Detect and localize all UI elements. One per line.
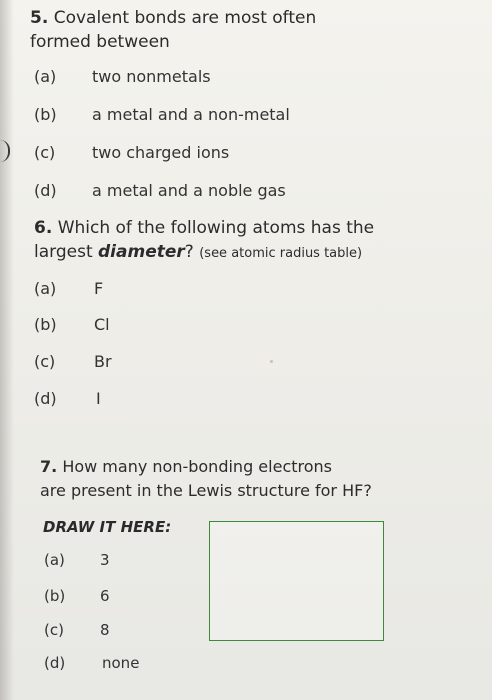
question-6-text-line1: Which of the following atoms has the	[57, 218, 375, 238]
option-text: none	[102, 654, 140, 672]
question-5-option-a[interactable]	[34, 67, 211, 86]
question-5-title	[30, 6, 316, 54]
question-6-option-b[interactable]	[34, 315, 110, 334]
paper-smudge	[270, 360, 273, 363]
drawing-box[interactable]	[209, 521, 384, 641]
option-letter: (b)	[34, 105, 57, 124]
option-text: a metal and a non-metal	[92, 105, 290, 124]
option-letter: (c)	[34, 143, 56, 162]
option-text: two charged ions	[92, 143, 230, 162]
question-6-option-d[interactable]	[34, 389, 101, 408]
question-6-option-a[interactable]	[34, 279, 104, 298]
option-letter: (d)	[34, 181, 57, 200]
page-shadow	[0, 0, 14, 700]
option-text: a metal and a noble gas	[92, 181, 286, 200]
question-7-option-d[interactable]	[44, 654, 140, 672]
option-text: Br	[94, 352, 112, 371]
question-7-text-line2: are present in the Lewis structure for HF?	[40, 481, 372, 500]
option-text: 6	[100, 587, 110, 605]
option-letter: (c)	[44, 621, 64, 639]
question-7-text-line1: How many non-bonding electrons	[62, 457, 332, 476]
option-text: F	[94, 279, 104, 298]
option-text: 8	[100, 621, 110, 639]
option-letter: (c)	[34, 352, 56, 371]
option-letter: (a)	[44, 551, 65, 569]
option-letter: (b)	[44, 587, 66, 605]
question-6-qmark: ?	[184, 242, 194, 262]
question-5-text-line2: formed between	[30, 32, 170, 52]
question-6-bold-word: diameter	[98, 242, 185, 262]
draw-it-here-label: DRAW IT HERE:	[43, 518, 172, 536]
question-6-number: 6.	[34, 218, 53, 238]
question-5-text-line1: Covalent bonds are most often	[53, 8, 317, 28]
question-7-option-a[interactable]	[44, 551, 110, 569]
option-letter: (d)	[44, 654, 66, 672]
question-6-option-c[interactable]	[34, 352, 112, 371]
option-letter: (a)	[34, 67, 57, 86]
question-7-title	[40, 455, 372, 503]
option-text: Cl	[94, 315, 110, 334]
question-5-option-c[interactable]	[34, 143, 230, 162]
question-7-option-c[interactable]	[44, 621, 110, 639]
option-letter: (a)	[34, 279, 57, 298]
question-6-hint: (see atomic radius table)	[199, 246, 363, 261]
option-letter: (b)	[34, 315, 57, 334]
option-letter: (d)	[34, 389, 57, 408]
option-text: I	[96, 389, 101, 408]
question-5-option-b[interactable]	[34, 105, 290, 124]
question-7-number: 7.	[40, 457, 58, 476]
question-6-text-line2-pre: largest	[34, 242, 99, 262]
question-6-title	[34, 216, 374, 266]
option-text: 3	[100, 551, 110, 569]
option-text: two nonmetals	[92, 67, 211, 86]
question-7-option-b[interactable]	[44, 587, 110, 605]
question-5-option-d[interactable]	[34, 181, 286, 200]
question-5-number: 5.	[30, 8, 49, 28]
